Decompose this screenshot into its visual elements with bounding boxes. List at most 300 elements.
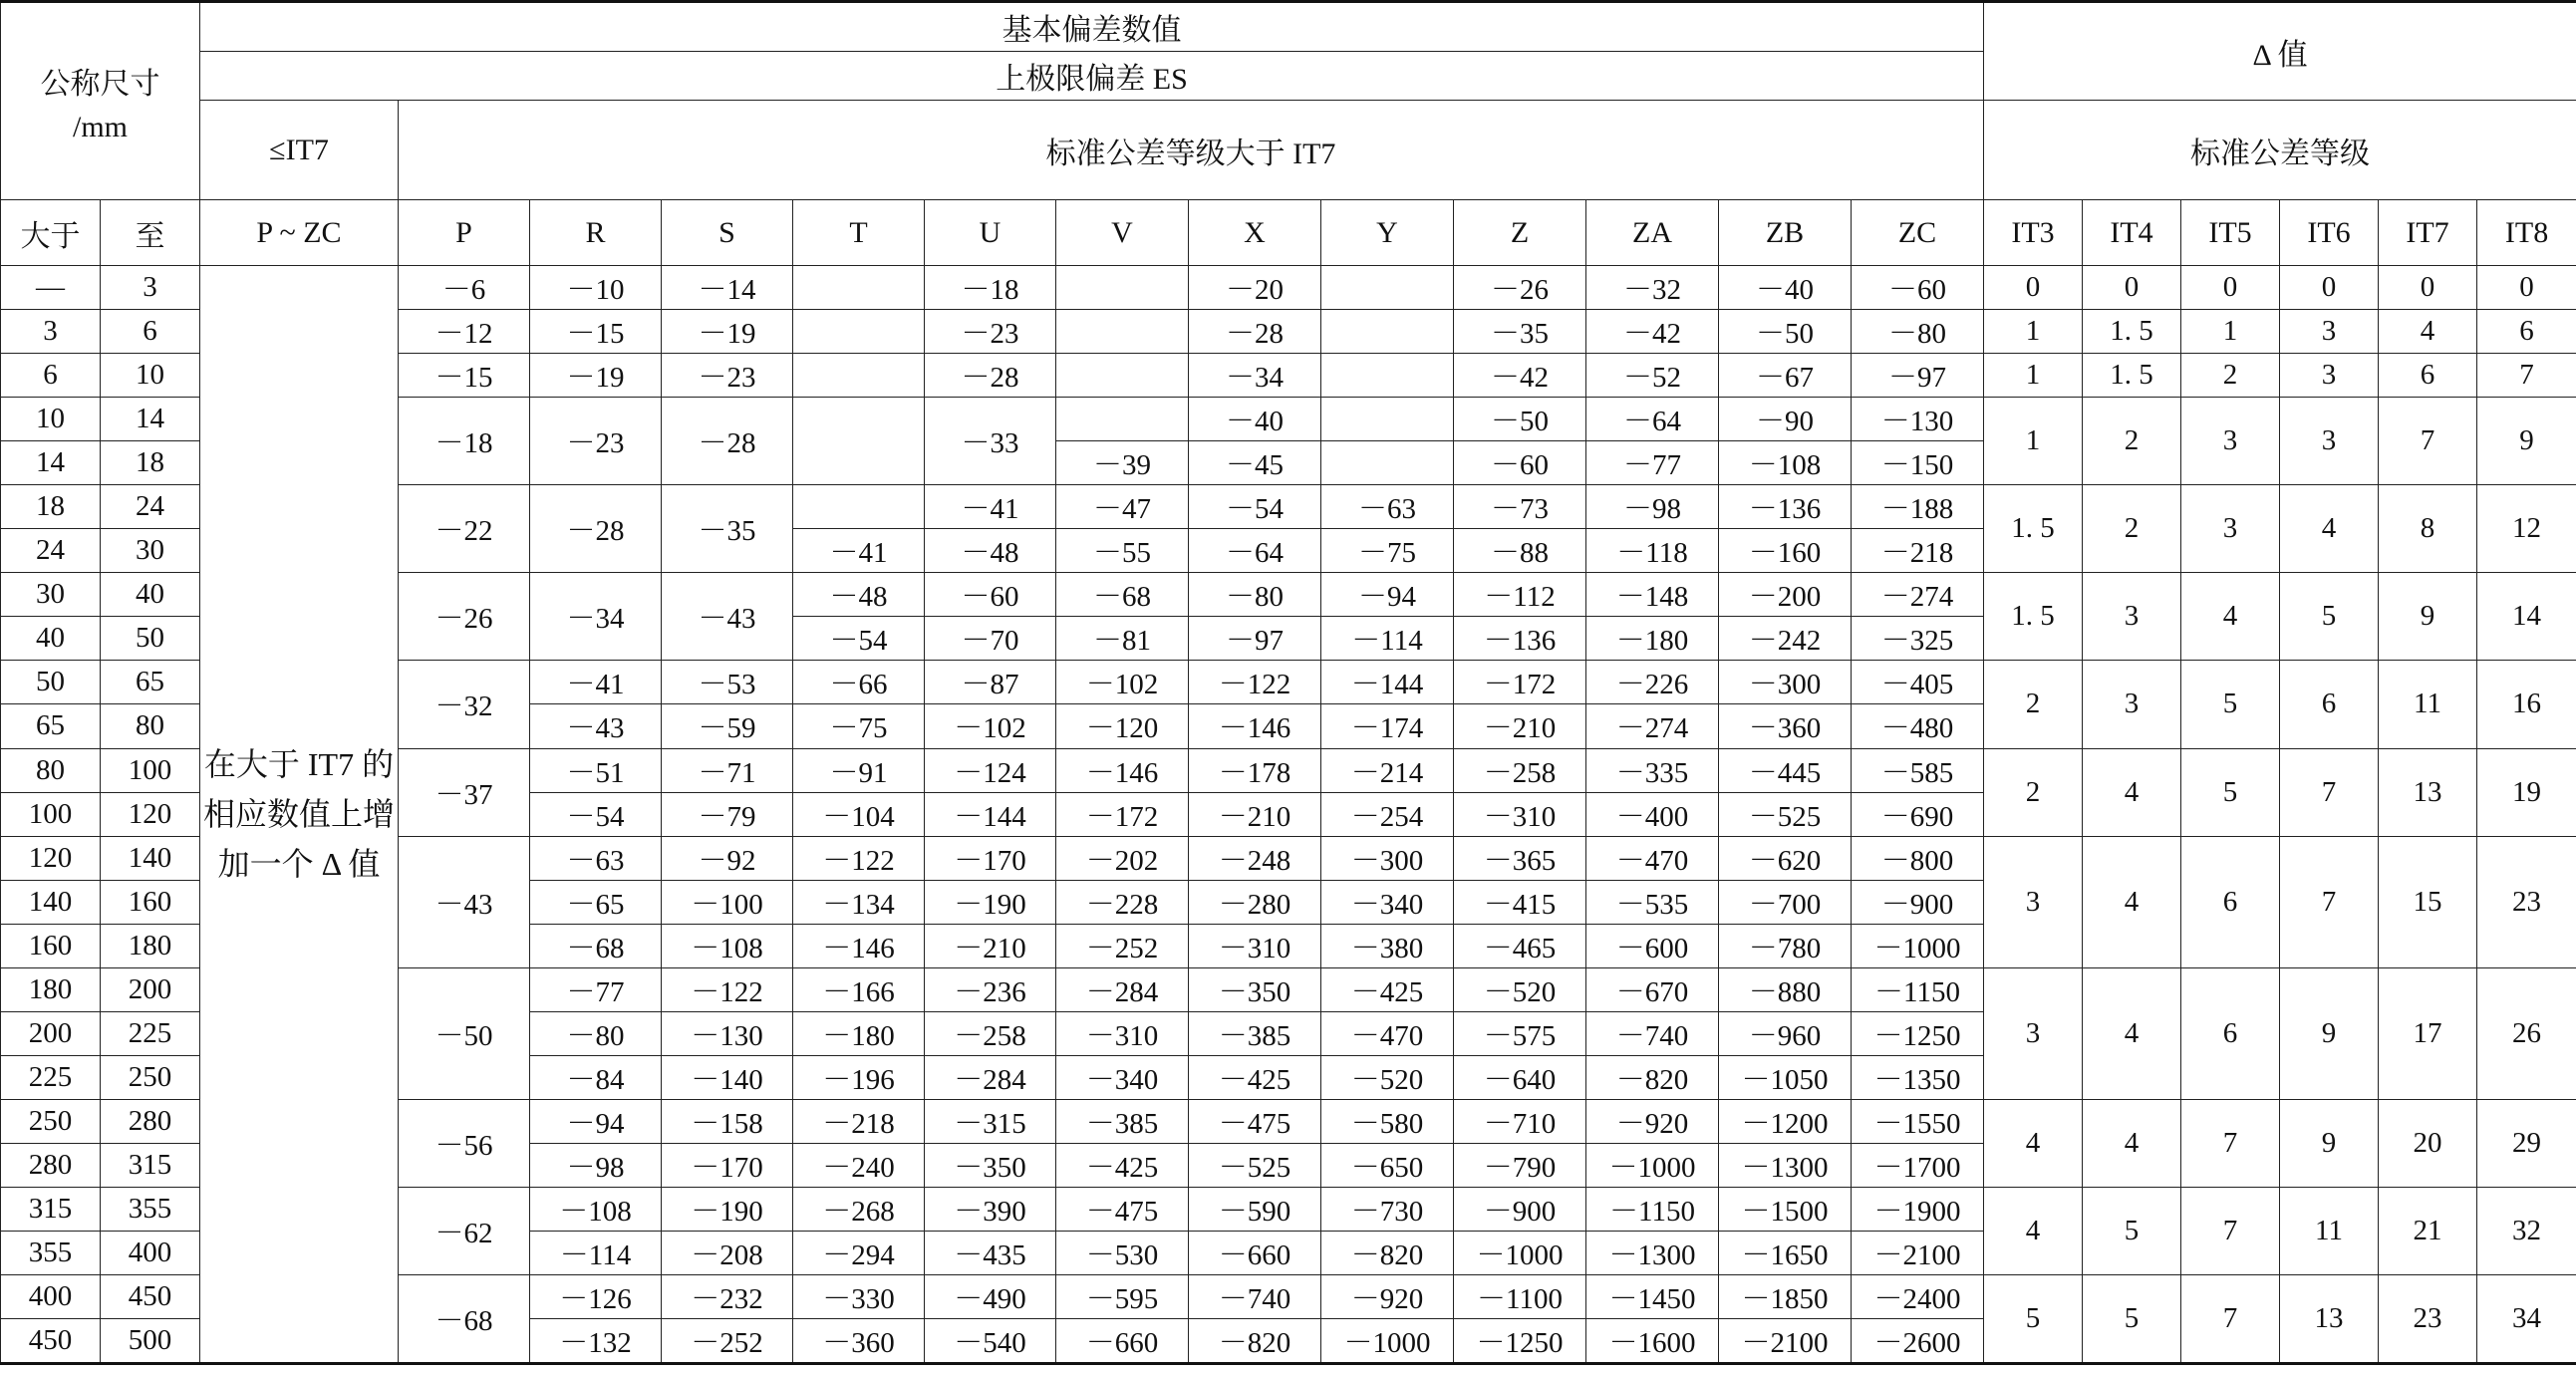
delta-it4-cell: 1. 5 xyxy=(2083,310,2181,354)
r-value-cell: －19 xyxy=(530,354,662,398)
r-value-cell: －54 xyxy=(530,792,662,836)
s-value-cell: －79 xyxy=(662,792,793,836)
r-value-cell: －28 xyxy=(530,485,662,573)
za-value-cell: －1000 xyxy=(1586,1143,1719,1187)
delta-it4-cell: 3 xyxy=(2083,661,2181,748)
delta-it3-cell: 2 xyxy=(1984,661,2083,748)
size-from-cell: 10 xyxy=(1,398,101,441)
delta-it3-cell: 0 xyxy=(1984,266,2083,310)
z-value-cell: －26 xyxy=(1454,266,1586,310)
za-value-cell: －1450 xyxy=(1586,1275,1719,1319)
t-value-cell: －180 xyxy=(793,1011,925,1055)
z-value-cell: －258 xyxy=(1454,748,1586,792)
delta-it7-cell: 13 xyxy=(2379,748,2477,836)
delta-it7-cell: 21 xyxy=(2379,1187,2477,1274)
delta-it5-cell: 1 xyxy=(2181,310,2280,354)
s-value-cell: －252 xyxy=(662,1319,793,1364)
r-value-cell: －132 xyxy=(530,1319,662,1364)
x-value-cell: －45 xyxy=(1189,441,1321,485)
size-from-cell: 225 xyxy=(1,1055,101,1099)
delta-it3-cell: 1 xyxy=(1984,354,2083,398)
s-value-cell: －122 xyxy=(662,967,793,1011)
zc-value-cell: －80 xyxy=(1852,310,1984,354)
v-value-cell: －385 xyxy=(1056,1099,1189,1143)
r-value-cell: －80 xyxy=(530,1011,662,1055)
p-value-cell: －43 xyxy=(399,836,530,967)
r-value-cell: －51 xyxy=(530,748,662,792)
to-header: 至 xyxy=(101,200,200,266)
size-to-cell: 500 xyxy=(101,1319,200,1364)
x-value-cell: －350 xyxy=(1189,967,1321,1011)
x-value-cell: －475 xyxy=(1189,1099,1321,1143)
v-value-cell: －202 xyxy=(1056,836,1189,880)
size-from-cell: 250 xyxy=(1,1099,101,1143)
r-value-cell: －94 xyxy=(530,1099,662,1143)
u-value-cell: －41 xyxy=(925,485,1056,529)
u-value-cell: －390 xyxy=(925,1187,1056,1231)
s-value-cell: －53 xyxy=(662,661,793,704)
delta-it3-cell: 3 xyxy=(1984,967,2083,1099)
delta-it4-cell: 4 xyxy=(2083,967,2181,1099)
size-from-cell: 80 xyxy=(1,748,101,792)
p-value-cell: －15 xyxy=(399,354,530,398)
y-value-cell: －580 xyxy=(1321,1099,1454,1143)
u-value-cell: －170 xyxy=(925,836,1056,880)
za-value-cell: －600 xyxy=(1586,924,1719,967)
u-value-cell: －258 xyxy=(925,1011,1056,1055)
z-value-cell: －710 xyxy=(1454,1099,1586,1143)
upper-deviation-header: 上极限偏差 ES xyxy=(200,52,1984,101)
zc-value-cell: －2600 xyxy=(1852,1319,1984,1364)
size-to-cell: 3 xyxy=(101,266,200,310)
zc-value-cell: －150 xyxy=(1852,441,1984,485)
y-value-cell: －300 xyxy=(1321,836,1454,880)
u-value-cell: －210 xyxy=(925,924,1056,967)
delta-it6-cell: 3 xyxy=(2280,354,2379,398)
s-value-cell: －28 xyxy=(662,398,793,485)
u-value-cell: －18 xyxy=(925,266,1056,310)
za-value-cell: －820 xyxy=(1586,1055,1719,1099)
delta-it4-cell: 0 xyxy=(2083,266,2181,310)
za-value-cell: －274 xyxy=(1586,704,1719,748)
zb-value-cell: －1200 xyxy=(1719,1099,1852,1143)
zc-value-cell: －188 xyxy=(1852,485,1984,529)
u-value-cell: －144 xyxy=(925,792,1056,836)
delta-it4-cell: 2 xyxy=(2083,485,2181,573)
size-from-cell: 40 xyxy=(1,617,101,661)
size-from-cell: 24 xyxy=(1,529,101,573)
z-value-cell: －790 xyxy=(1454,1143,1586,1187)
zb-value-cell: －700 xyxy=(1719,880,1852,924)
t-value-cell: －91 xyxy=(793,748,925,792)
delta-it4-cell: 5 xyxy=(2083,1187,2181,1274)
s-value-cell: －23 xyxy=(662,354,793,398)
u-value-cell: －23 xyxy=(925,310,1056,354)
letter-header: ZC xyxy=(1852,200,1984,266)
delta-it7-cell: 6 xyxy=(2379,354,2477,398)
size-to-cell: 280 xyxy=(101,1099,200,1143)
z-value-cell: －520 xyxy=(1454,967,1586,1011)
zc-value-cell: －405 xyxy=(1852,661,1984,704)
s-value-cell: －14 xyxy=(662,266,793,310)
delta-it7-cell: 7 xyxy=(2379,398,2477,485)
s-value-cell: －130 xyxy=(662,1011,793,1055)
y-value-cell: －920 xyxy=(1321,1275,1454,1319)
delta-it5-cell: 7 xyxy=(2181,1099,2280,1187)
v-value-cell: －660 xyxy=(1056,1319,1189,1364)
za-value-cell: －1150 xyxy=(1586,1187,1719,1231)
z-value-cell: －415 xyxy=(1454,880,1586,924)
y-value-cell: －254 xyxy=(1321,792,1454,836)
z-value-cell: －50 xyxy=(1454,398,1586,441)
delta-it3-cell: 1. 5 xyxy=(1984,485,2083,573)
delta-it8-cell: 34 xyxy=(2477,1275,2576,1364)
z-value-cell: －1250 xyxy=(1454,1319,1586,1364)
delta-it3-cell: 4 xyxy=(1984,1187,2083,1274)
size-to-cell: 14 xyxy=(101,398,200,441)
delta-it3-cell: 5 xyxy=(1984,1275,2083,1364)
x-value-cell: －40 xyxy=(1189,398,1321,441)
delta-it8-cell: 23 xyxy=(2477,836,2576,967)
delta-it8-cell: 7 xyxy=(2477,354,2576,398)
s-value-cell: －140 xyxy=(662,1055,793,1099)
p-value-cell: －12 xyxy=(399,310,530,354)
delta-it5-cell: 4 xyxy=(2181,573,2280,661)
zb-value-cell: －1050 xyxy=(1719,1055,1852,1099)
x-value-cell: －660 xyxy=(1189,1232,1321,1275)
table-body xyxy=(1,266,2576,1364)
delta-it7-cell: 9 xyxy=(2379,573,2477,661)
p-value-cell: －37 xyxy=(399,748,530,836)
r-value-cell: －65 xyxy=(530,880,662,924)
size-to-cell: 10 xyxy=(101,354,200,398)
letter-header: S xyxy=(662,200,793,266)
p-value-cell: －6 xyxy=(399,266,530,310)
y-value-cell xyxy=(1321,441,1454,485)
z-value-cell: －112 xyxy=(1454,573,1586,617)
u-value-cell: －490 xyxy=(925,1275,1056,1319)
letter-header: Y xyxy=(1321,200,1454,266)
zc-value-cell: －130 xyxy=(1852,398,1984,441)
r-value-cell: －15 xyxy=(530,310,662,354)
delta-it8-cell: 0 xyxy=(2477,266,2576,310)
delta-it6-cell: 7 xyxy=(2280,748,2379,836)
v-value-cell: －595 xyxy=(1056,1275,1189,1319)
zc-value-cell: －274 xyxy=(1852,573,1984,617)
letter-header: U xyxy=(925,200,1056,266)
za-value-cell: －535 xyxy=(1586,880,1719,924)
letter-header: X xyxy=(1189,200,1321,266)
p-value-cell: －56 xyxy=(399,1099,530,1187)
table-row xyxy=(1,266,2576,310)
size-from-cell: 3 xyxy=(1,310,101,354)
size-to-cell: 80 xyxy=(101,704,200,748)
za-value-cell: －1300 xyxy=(1586,1232,1719,1275)
y-value-cell: －340 xyxy=(1321,880,1454,924)
delta-it8-cell: 26 xyxy=(2477,967,2576,1099)
size-to-cell: 65 xyxy=(101,661,200,704)
z-value-cell: －575 xyxy=(1454,1011,1586,1055)
grade-header: IT4 xyxy=(2083,200,2181,266)
y-value-cell: －820 xyxy=(1321,1232,1454,1275)
z-value-cell: －136 xyxy=(1454,617,1586,661)
x-value-cell: －122 xyxy=(1189,661,1321,704)
grade-header: IT5 xyxy=(2181,200,2280,266)
u-value-cell: －33 xyxy=(925,398,1056,485)
u-value-cell: －28 xyxy=(925,354,1056,398)
x-value-cell: －146 xyxy=(1189,704,1321,748)
delta-it7-cell: 23 xyxy=(2379,1275,2477,1364)
y-value-cell xyxy=(1321,310,1454,354)
letter-header: V xyxy=(1056,200,1189,266)
size-from-cell: 450 xyxy=(1,1319,101,1364)
za-value-cell: －64 xyxy=(1586,398,1719,441)
y-value-cell: －144 xyxy=(1321,661,1454,704)
p-value-cell: －26 xyxy=(399,573,530,661)
grade-header: IT6 xyxy=(2280,200,2379,266)
delta-it4-cell: 4 xyxy=(2083,748,2181,836)
za-value-cell: －470 xyxy=(1586,836,1719,880)
size-from-cell: 50 xyxy=(1,661,101,704)
y-value-cell: －63 xyxy=(1321,485,1454,529)
letter-header: ZA xyxy=(1586,200,1719,266)
za-value-cell: －32 xyxy=(1586,266,1719,310)
zb-value-cell: －620 xyxy=(1719,836,1852,880)
size-to-cell: 225 xyxy=(101,1011,200,1055)
t-value-cell: －48 xyxy=(793,573,925,617)
y-value-cell: －214 xyxy=(1321,748,1454,792)
y-value-cell: －114 xyxy=(1321,617,1454,661)
v-value-cell: －252 xyxy=(1056,924,1189,967)
t-value-cell: －330 xyxy=(793,1275,925,1319)
zb-value-cell: －40 xyxy=(1719,266,1852,310)
std-tol-grade-header: 标准公差等级 xyxy=(1984,101,2576,200)
t-value-cell xyxy=(793,310,925,354)
r-value-cell: －23 xyxy=(530,398,662,485)
x-value-cell: －178 xyxy=(1189,748,1321,792)
zc-value-cell: －900 xyxy=(1852,880,1984,924)
delta-it7-cell: 4 xyxy=(2379,310,2477,354)
delta-it5-cell: 2 xyxy=(2181,354,2280,398)
grade-header: IT8 xyxy=(2477,200,2576,266)
delta-it6-cell: 6 xyxy=(2280,661,2379,748)
size-to-cell: 180 xyxy=(101,924,200,967)
v-value-cell: －425 xyxy=(1056,1143,1189,1187)
u-value-cell: －70 xyxy=(925,617,1056,661)
basic-deviation-header: 基本偏差数值 xyxy=(200,2,1984,52)
v-value-cell: －81 xyxy=(1056,617,1189,661)
delta-it6-cell: 3 xyxy=(2280,398,2379,485)
delta-it6-cell: 3 xyxy=(2280,310,2379,354)
nominal-unit-label: /mm xyxy=(72,110,128,143)
u-value-cell: －102 xyxy=(925,704,1056,748)
t-value-cell: －166 xyxy=(793,967,925,1011)
delta-it5-cell: 7 xyxy=(2181,1187,2280,1274)
zb-value-cell: －50 xyxy=(1719,310,1852,354)
r-value-cell: －126 xyxy=(530,1275,662,1319)
s-value-cell: －170 xyxy=(662,1143,793,1187)
u-value-cell: －435 xyxy=(925,1232,1056,1275)
s-value-cell: －71 xyxy=(662,748,793,792)
za-value-cell: －740 xyxy=(1586,1011,1719,1055)
x-value-cell: －20 xyxy=(1189,266,1321,310)
size-to-cell: 400 xyxy=(101,1232,200,1275)
x-value-cell: －820 xyxy=(1189,1319,1321,1364)
delta-it3-cell: 2 xyxy=(1984,748,2083,836)
size-from-cell: 160 xyxy=(1,924,101,967)
x-value-cell: －310 xyxy=(1189,924,1321,967)
r-value-cell: －98 xyxy=(530,1143,662,1187)
delta-it6-cell: 0 xyxy=(2280,266,2379,310)
u-value-cell: －60 xyxy=(925,573,1056,617)
zc-value-cell: －60 xyxy=(1852,266,1984,310)
z-value-cell: －640 xyxy=(1454,1055,1586,1099)
size-from-cell: 140 xyxy=(1,880,101,924)
size-from-cell: 180 xyxy=(1,967,101,1011)
size-to-cell: 355 xyxy=(101,1187,200,1231)
u-value-cell: －124 xyxy=(925,748,1056,792)
delta-it4-cell: 5 xyxy=(2083,1275,2181,1364)
p-value-cell: －62 xyxy=(399,1187,530,1274)
s-value-cell: －108 xyxy=(662,924,793,967)
t-value-cell: －75 xyxy=(793,704,925,748)
zb-value-cell: －200 xyxy=(1719,573,1852,617)
r-value-cell: －68 xyxy=(530,924,662,967)
x-value-cell: －385 xyxy=(1189,1011,1321,1055)
grade-header: IT3 xyxy=(1984,200,2083,266)
t-value-cell: －240 xyxy=(793,1143,925,1187)
delta-it3-cell: 1 xyxy=(1984,398,2083,485)
delta-it5-cell: 5 xyxy=(2181,748,2280,836)
t-value-cell: －146 xyxy=(793,924,925,967)
size-from-cell: 30 xyxy=(1,573,101,617)
delta-it7-cell: 8 xyxy=(2379,485,2477,573)
x-value-cell: －210 xyxy=(1189,792,1321,836)
x-value-cell: －740 xyxy=(1189,1275,1321,1319)
t-value-cell: －54 xyxy=(793,617,925,661)
t-value-cell: －122 xyxy=(793,836,925,880)
x-value-cell: －64 xyxy=(1189,529,1321,573)
delta-it6-cell: 7 xyxy=(2280,836,2379,967)
delta-it5-cell: 3 xyxy=(2181,485,2280,573)
y-value-cell: －94 xyxy=(1321,573,1454,617)
table-header xyxy=(1,2,2576,266)
z-value-cell: －42 xyxy=(1454,354,1586,398)
zc-value-cell: －1700 xyxy=(1852,1143,1984,1187)
x-value-cell: －525 xyxy=(1189,1143,1321,1187)
v-value-cell xyxy=(1056,310,1189,354)
za-value-cell: －400 xyxy=(1586,792,1719,836)
zb-value-cell: －67 xyxy=(1719,354,1852,398)
le-it7-header: ≤IT7 xyxy=(200,101,399,200)
zb-value-cell: －445 xyxy=(1719,748,1852,792)
zb-value-cell: －780 xyxy=(1719,924,1852,967)
y-value-cell: －425 xyxy=(1321,967,1454,1011)
u-value-cell: －315 xyxy=(925,1099,1056,1143)
delta-it6-cell: 11 xyxy=(2280,1187,2379,1274)
delta-it3-cell: 1 xyxy=(1984,310,2083,354)
delta-it8-cell: 12 xyxy=(2477,485,2576,573)
zc-value-cell: －2400 xyxy=(1852,1275,1984,1319)
z-value-cell: －1000 xyxy=(1454,1232,1586,1275)
p-zc-header: P ~ ZC xyxy=(200,200,399,266)
za-value-cell: －77 xyxy=(1586,441,1719,485)
delta-it5-cell: 6 xyxy=(2181,967,2280,1099)
v-value-cell: －55 xyxy=(1056,529,1189,573)
delta-it7-cell: 15 xyxy=(2379,836,2477,967)
delta-it8-cell: 19 xyxy=(2477,748,2576,836)
u-value-cell: －190 xyxy=(925,880,1056,924)
r-value-cell: －77 xyxy=(530,967,662,1011)
size-from-cell: 6 xyxy=(1,354,101,398)
delta-it4-cell: 2 xyxy=(2083,398,2181,485)
size-from-cell: 355 xyxy=(1,1232,101,1275)
size-from-cell: 100 xyxy=(1,792,101,836)
z-value-cell: －210 xyxy=(1454,704,1586,748)
zb-value-cell: －1500 xyxy=(1719,1187,1852,1231)
y-value-cell xyxy=(1321,398,1454,441)
y-value-cell xyxy=(1321,266,1454,310)
size-to-cell: 200 xyxy=(101,967,200,1011)
zc-value-cell: －218 xyxy=(1852,529,1984,573)
delta-it4-cell: 4 xyxy=(2083,836,2181,967)
zc-value-cell: －480 xyxy=(1852,704,1984,748)
letter-header: R xyxy=(530,200,662,266)
delta-it6-cell: 5 xyxy=(2280,573,2379,661)
u-value-cell: －284 xyxy=(925,1055,1056,1099)
delta-it8-cell: 9 xyxy=(2477,398,2576,485)
size-to-cell: 315 xyxy=(101,1143,200,1187)
size-to-cell: 100 xyxy=(101,748,200,792)
u-value-cell: －540 xyxy=(925,1319,1056,1364)
v-value-cell: －47 xyxy=(1056,485,1189,529)
size-to-cell: 50 xyxy=(101,617,200,661)
t-value-cell xyxy=(793,485,925,529)
zb-value-cell: －880 xyxy=(1719,967,1852,1011)
size-from-cell: 65 xyxy=(1,704,101,748)
t-value-cell: －196 xyxy=(793,1055,925,1099)
v-value-cell: －340 xyxy=(1056,1055,1189,1099)
r-value-cell: －10 xyxy=(530,266,662,310)
v-value-cell: －120 xyxy=(1056,704,1189,748)
delta-it8-cell: 6 xyxy=(2477,310,2576,354)
delta-it6-cell: 9 xyxy=(2280,1099,2379,1187)
x-value-cell: －248 xyxy=(1189,836,1321,880)
p-value-cell: －32 xyxy=(399,661,530,748)
zb-value-cell: －90 xyxy=(1719,398,1852,441)
delta-it5-cell: 6 xyxy=(2181,836,2280,967)
delta-it3-cell: 4 xyxy=(1984,1099,2083,1187)
v-value-cell: －284 xyxy=(1056,967,1189,1011)
u-value-cell: －48 xyxy=(925,529,1056,573)
zc-value-cell: －97 xyxy=(1852,354,1984,398)
s-value-cell: －35 xyxy=(662,485,793,573)
za-value-cell: －180 xyxy=(1586,617,1719,661)
x-value-cell: －28 xyxy=(1189,310,1321,354)
p-value-cell: －18 xyxy=(399,398,530,485)
zc-value-cell: －1150 xyxy=(1852,967,1984,1011)
v-value-cell: －68 xyxy=(1056,573,1189,617)
zb-value-cell: －242 xyxy=(1719,617,1852,661)
t-value-cell: －294 xyxy=(793,1232,925,1275)
size-to-cell: 160 xyxy=(101,880,200,924)
delta-it8-cell: 14 xyxy=(2477,573,2576,661)
r-value-cell: －43 xyxy=(530,704,662,748)
r-value-cell: －108 xyxy=(530,1187,662,1231)
delta-it4-cell: 4 xyxy=(2083,1099,2181,1187)
x-value-cell: －97 xyxy=(1189,617,1321,661)
t-value-cell xyxy=(793,398,925,485)
